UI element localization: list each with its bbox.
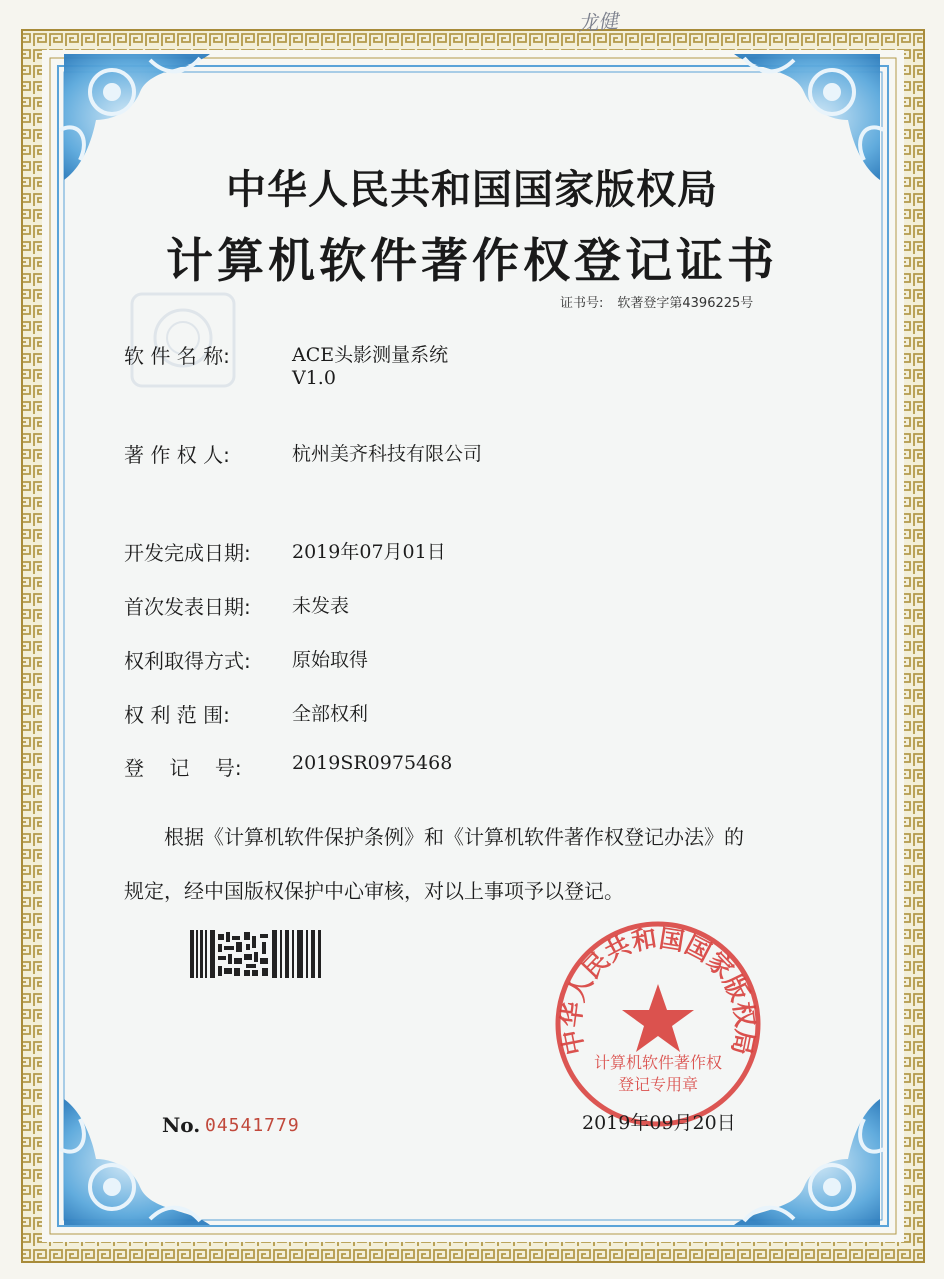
- acquisition-method-value: 原始取得: [292, 649, 369, 671]
- completion-date-value: 2019年07月01日: [292, 541, 446, 563]
- serial-label: No.: [162, 1113, 201, 1137]
- rights-scope-value: 全部权利: [292, 703, 369, 725]
- handwritten-note: 龙健: [577, 8, 619, 36]
- seal-line-2: 登记专用章: [617, 1075, 699, 1094]
- issuer-name: 中华人民共和国国家版权局: [226, 167, 718, 213]
- statement-line-1: 根据《计算机软件保护条例》和《计算机软件著作权登记办法》的: [164, 825, 744, 849]
- publication-date-label: 首次发表日期:: [124, 595, 251, 619]
- software-version-value: V1.0: [292, 367, 336, 389]
- copyright-owner-value: 杭州美齐科技有限公司: [292, 443, 483, 465]
- certificate-number-label: 证书号:: [560, 296, 604, 311]
- software-name-label: 软 件 名 称:: [124, 344, 230, 368]
- official-seal: [552, 918, 764, 1130]
- publication-date-value: 未发表: [292, 595, 350, 617]
- serial-number: 04541779: [205, 1115, 300, 1136]
- statement-line-2: 规定，经中国版权保护中心审核，对以上事项予以登记。: [124, 879, 624, 903]
- issue-date: 2019年09月20日: [582, 1112, 736, 1134]
- certificate-number-value: 软著登字第4396225号: [617, 296, 754, 311]
- copyright-owner-label: 著 作 权 人:: [124, 443, 230, 467]
- seal-line-1: 计算机软件著作权: [593, 1053, 723, 1072]
- rights-scope-label: 权 利 范 围:: [124, 703, 230, 727]
- barcode: [190, 930, 322, 978]
- seal-ring-text: 中华人民共和国国家版权局: [556, 923, 760, 1058]
- software-name-value: ACE头影测量系统: [292, 344, 449, 366]
- registration-number-label: 登 记 号:: [124, 756, 242, 780]
- acquisition-method-label: 权利取得方式:: [124, 649, 251, 673]
- completion-date-label: 开发完成日期:: [124, 541, 251, 565]
- certificate-number: [560, 292, 767, 311]
- certificate-title: 计算机软件著作权登记证书: [166, 234, 778, 289]
- registration-number-value: 2019SR0975468: [292, 752, 453, 774]
